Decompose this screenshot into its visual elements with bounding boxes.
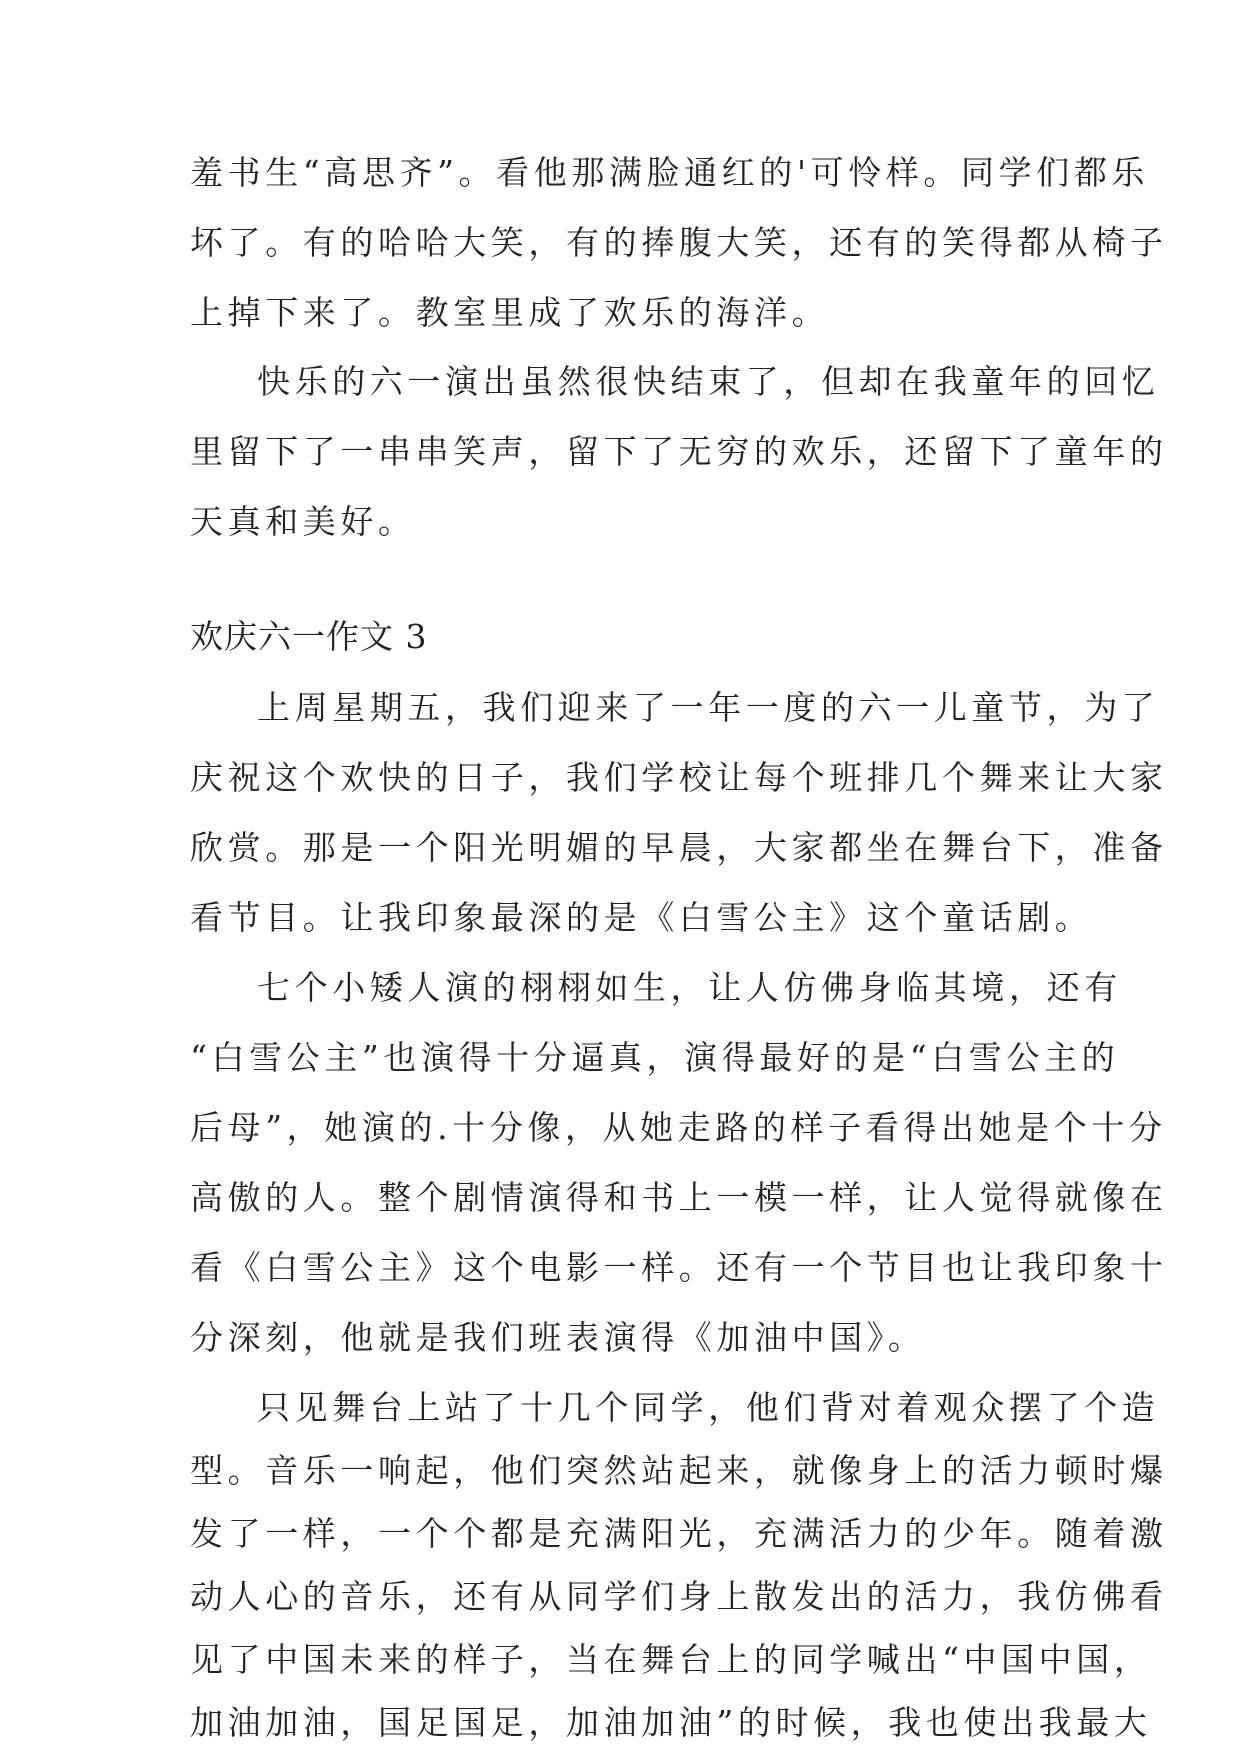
paragraph-1-line-1: 羞书生“高思齐”。看他那满脸通红的'可怜样。同学们都乐 bbox=[190, 153, 1150, 192]
essay-heading: 欢庆六一作文 3 bbox=[190, 617, 428, 656]
paragraph-5-line-5: 见了中国未来的样子，当在舞台上的同学喊出“中国中国， bbox=[190, 1640, 1152, 1679]
paragraph-4-line-3: 后母”，她演的.十分像，从她走路的样子看得出她是个十分 bbox=[190, 1108, 1167, 1147]
paragraph-5-line-4: 动人心的音乐，还有从同学们身上散发出的活力，我仿佛看 bbox=[190, 1577, 1168, 1616]
paragraph-5-line-1: 只见舞台上站了十几个同学，他们背对着观众摆了个造 bbox=[257, 1388, 1160, 1427]
paragraph-1-line-3: 上掉下来了。教室里成了欢乐的海洋。 bbox=[190, 293, 830, 332]
paragraph-4-line-5: 看《白雪公主》这个电影一样。还有一个节目也让我印象十 bbox=[190, 1248, 1168, 1287]
paragraph-5-line-3: 发了一样，一个个都是充满阳光，充满活力的少年。随着激 bbox=[190, 1514, 1168, 1553]
paragraph-1-line-2: 坏了。有的哈哈大笑，有的捧腹大笑，还有的笑得都从椅子 bbox=[190, 223, 1168, 262]
paragraph-3-line-1: 上周星期五，我们迎来了一年一度的六一儿童节，为了 bbox=[257, 688, 1160, 727]
paragraph-4-line-6: 分深刻，他就是我们班表演得《加油中国》。 bbox=[190, 1318, 926, 1357]
paragraph-2-line-2: 里留下了一串串笑声，留下了无穷的欢乐，还留下了童年的 bbox=[190, 432, 1168, 471]
paragraph-4-line-2: “白雪公主”也演得十分逼真，演得最好的是“白雪公主的 bbox=[190, 1038, 1120, 1077]
paragraph-3-line-3: 欣赏。那是一个阳光明媚的早晨，大家都坐在舞台下，准备 bbox=[190, 828, 1168, 867]
paragraph-3-line-4: 看节目。让我印象最深的是《白雪公主》这个童话剧。 bbox=[190, 898, 1093, 937]
paragraph-3-line-2: 庆祝这个欢快的日子，我们学校让每个班排几个舞来让大家 bbox=[190, 758, 1168, 797]
paragraph-5-line-2: 型。音乐一响起，他们突然站起来，就像身上的活力顿时爆 bbox=[190, 1451, 1168, 1490]
paragraph-5-line-6: 加油加油，国足国足，加油加油”的时候，我也使出我最大 bbox=[190, 1703, 1152, 1742]
paragraph-4-line-1: 七个小矮人演的栩栩如生，让人仿佛身临其境，还有 bbox=[257, 968, 1122, 1007]
paragraph-4-line-4: 高傲的人。整个剧情演得和书上一模一样，让人觉得就像在 bbox=[190, 1178, 1168, 1217]
paragraph-2-line-3: 天真和美好。 bbox=[190, 502, 416, 541]
paragraph-2-line-1: 快乐的六一演出虽然很快结束了，但却在我童年的回忆 bbox=[257, 362, 1160, 401]
